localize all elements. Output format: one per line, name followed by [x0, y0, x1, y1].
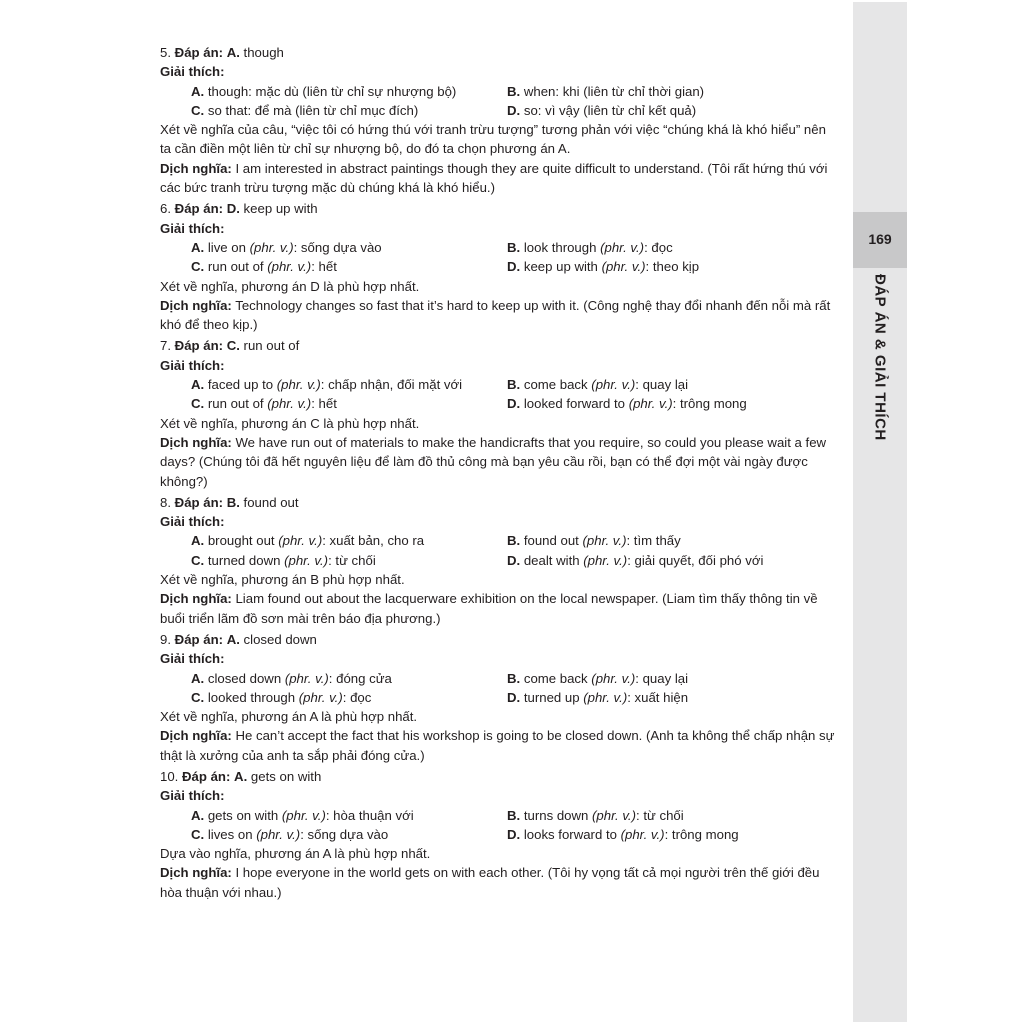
answer-letter: A.	[234, 768, 248, 784]
option-a: A. brought out (phr. v.): xuất bản, cho ra	[191, 533, 425, 549]
answer-label: Đáp án:	[174, 45, 224, 60]
option-a: A. faced up to (phr. v.): chấp nhận, đối mặt với	[191, 377, 463, 393]
answer-letter: C.	[226, 338, 240, 354]
translation-label: Dịch nghĩa:	[160, 865, 232, 881]
answer-text: run out of	[239, 338, 300, 354]
answer-label: Đáp án:	[174, 494, 224, 510]
translation-label: Dịch nghĩa:	[160, 297, 232, 313]
option-d: D. looks forward to (phr. v.): trông mong	[507, 826, 739, 842]
question-block	[160, 336, 840, 490]
option-b: B. look through (phr. v.): đọc	[507, 239, 673, 255]
option-c: C. run out of (phr. v.): hết	[191, 396, 337, 412]
option-c: C. run out of (phr. v.): hết	[191, 259, 337, 275]
answer-text: found out	[239, 494, 299, 510]
option-c: C. looked through (phr. v.): đọc	[191, 689, 372, 705]
translation: Dịch nghĩa: I am interested in abstract paintings though they are quite difficult to understand. (Tôi rất hứng thú với các bức tranh trừu tượng mặc dù chúng khá là khó hiểu.)	[160, 160, 828, 196]
answer-letter: B.	[226, 494, 240, 510]
option-b: B. turns down (phr. v.): từ chối	[507, 807, 684, 823]
answer-letter: D.	[226, 201, 240, 217]
answer-label: Đáp án:	[174, 338, 224, 354]
option-b: B. when: khi (liên từ chỉ thời gian)	[507, 83, 705, 99]
reasoning: Xét về nghĩa, phương án D là phù hợp nhất.	[160, 278, 420, 294]
option-a: A. live on (phr. v.): sống dựa vào	[191, 239, 382, 255]
option-d: D. looked forward to (phr. v.): trông mong	[507, 396, 747, 412]
translation-label: Dịch nghĩa:	[160, 728, 232, 744]
question-number: 6.	[160, 201, 171, 217]
answer-label: Đáp án:	[182, 768, 231, 784]
question-number: 10.	[160, 768, 179, 784]
option-c: C. lives on (phr. v.): sống dựa vào	[191, 826, 389, 842]
option-b: B. come back (phr. v.): quay lại	[507, 670, 689, 686]
explain-label: Giải thích:	[160, 651, 225, 667]
page-number: 169	[853, 212, 907, 268]
question-number: 7.	[160, 338, 171, 354]
reasoning: Xét về nghĩa, phương án A là phù hợp nhất.	[160, 709, 418, 725]
explain-label: Giải thích:	[160, 788, 225, 804]
explain-label: Giải thích:	[160, 357, 225, 373]
answer-text: keep up with	[239, 201, 318, 217]
section-title: ĐÁP ÁN & GIẢI THÍCH	[871, 274, 889, 441]
translation: Dịch nghĩa: He can’t accept the fact that his workshop is going to be closed down. (Anh ta không thể chấp nhận sự thật là xưởng của anh ta sắp phải đóng cửa.)	[160, 728, 835, 763]
answer-text: gets on with	[247, 768, 322, 784]
question-number: 9.	[160, 631, 171, 647]
answer-letter: A.	[226, 45, 240, 60]
option-a: A. gets on with (phr. v.): hòa thuận với	[191, 807, 414, 823]
question-block	[160, 43, 840, 197]
option-d: D. so: vì vậy (liên từ chỉ kết quả)	[507, 102, 697, 118]
answer-text: though	[239, 45, 284, 60]
option-b: B. come back (phr. v.): quay lại	[507, 377, 689, 393]
option-a: A. closed down (phr. v.): đóng cửa	[191, 670, 392, 686]
translation: Dịch nghĩa: Technology changes so fast that it’s hard to keep up with it. (Công nghệ thay đổi nhanh đến nỗi mà rất khó để theo kịp.)	[160, 297, 831, 333]
page-sidebar	[853, 2, 907, 1022]
reasoning: Xét về nghĩa, phương án B phù hợp nhất.	[160, 572, 405, 588]
question-block	[160, 199, 840, 334]
answer-text: closed down	[239, 631, 317, 647]
translation-label: Dịch nghĩa:	[160, 160, 232, 176]
option-c: C. so that: để mà (liên từ chỉ mục đích)	[191, 102, 419, 118]
translation: Dịch nghĩa: We have run out of materials to make the handicrafts that you require, so could you please wait a few days? (Chúng tôi đã hết nguyên liệu để làm đồ thủ công mà bạn yêu cầu rồi, bạn có thể đợi một vài ngày được không?)	[160, 434, 827, 489]
option-a: A. though: mặc dù (liên từ chỉ sự nhượng bộ)	[191, 83, 457, 99]
reasoning: Xét về nghĩa của câu, “việc tôi có hứng thú với tranh trừu tượng” tương phản với việc “chúng khá là khó hiểu” nên ta cần điền một liên từ chỉ sự nhượng bộ, do đó ta chọn phương án A.	[160, 122, 826, 157]
translation: Dịch nghĩa: Liam found out about the lacquerware exhibition on the local newspaper. (Liam tìm thấy thông tin về buổi triển lãm đồ sơn mài trên báo địa phương.)	[160, 591, 818, 626]
question-number: 8.	[160, 494, 171, 510]
translation-label: Dịch nghĩa:	[160, 591, 232, 607]
answer-letter: A.	[226, 631, 240, 647]
explain-label: Giải thích:	[160, 64, 225, 80]
option-d: D. keep up with (phr. v.): theo kịp	[507, 259, 700, 275]
reasoning: Dựa vào nghĩa, phương án A là phù hợp nhất.	[160, 846, 431, 862]
question-number: 5.	[160, 45, 171, 60]
answer-label: Đáp án:	[174, 631, 224, 647]
translation: Dịch nghĩa: I hope everyone in the world gets on with each other. (Tôi hy vọng tất cả mọi người trên thế giới đều hòa thuận với nhau.)	[160, 865, 820, 900]
answer-explanations	[160, 43, 840, 904]
question-block	[160, 767, 840, 902]
explain-label: Giải thích:	[160, 220, 225, 236]
option-b: B. found out (phr. v.): tìm thấy	[507, 533, 681, 549]
option-c: C. turned down (phr. v.): từ chối	[191, 552, 376, 568]
option-d: D. turned up (phr. v.): xuất hiện	[507, 689, 689, 705]
question-block	[160, 493, 840, 628]
reasoning: Xét về nghĩa, phương án C là phù hợp nhất.	[160, 415, 420, 431]
option-d: D. dealt with (phr. v.): giải quyết, đối phó với	[507, 552, 764, 568]
explain-label: Giải thích:	[160, 514, 225, 530]
answer-label: Đáp án:	[174, 201, 224, 217]
question-block	[160, 630, 840, 765]
translation-label: Dịch nghĩa:	[160, 434, 232, 450]
